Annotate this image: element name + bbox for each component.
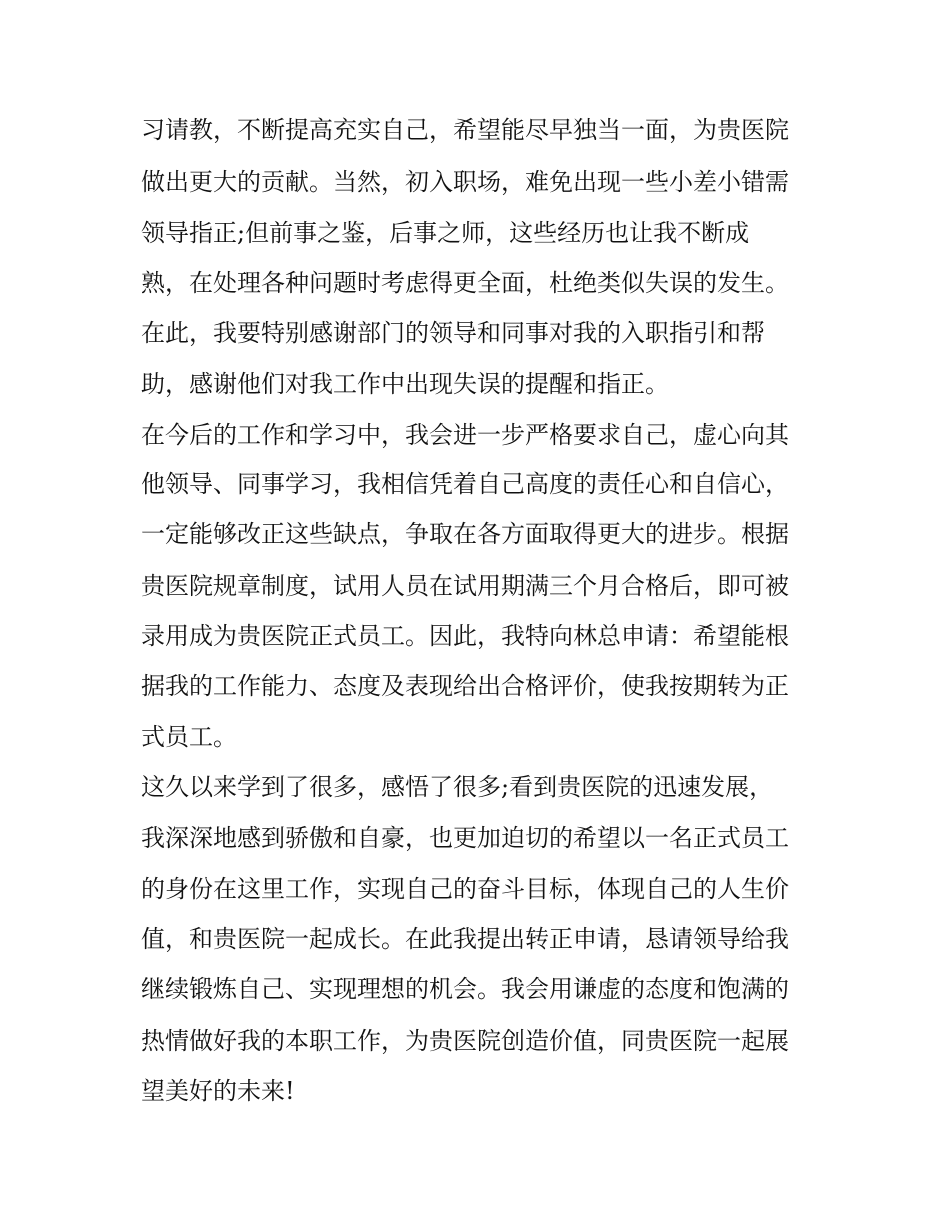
- text-line: 一定能够改正这些缺点，争取在各方面取得更大的进步。根据: [141, 520, 789, 548]
- text-line: 热情做好我的本职工作，为贵医院创造价值，同贵医院一起展: [141, 1027, 789, 1055]
- text-line: 熟，在处理各种问题时考虑得更全面，杜绝类似失误的发生。: [141, 269, 789, 297]
- text-line: 式员工。: [141, 723, 237, 751]
- text-line: 的身份在这里工作，实现自己的奋斗目标，体现自己的人生价: [141, 875, 789, 903]
- text-line: 值，和贵医院一起成长。在此我提出转正申请，恳请领导给我: [141, 925, 789, 953]
- text-line: 做出更大的贡献。当然，初入职场，难免出现一些小差小错需: [141, 168, 789, 196]
- text-line: 望美好的未来!: [141, 1077, 295, 1105]
- text-line: 他领导、同事学习，我相信凭着自己高度的责任心和自信心，: [141, 470, 789, 498]
- text-line: 继续锻炼自己、实现理想的机会。我会用谦虚的态度和饱满的: [141, 975, 789, 1003]
- text-line: 这久以来学到了很多，感悟了很多;看到贵医院的迅速发展，: [141, 773, 774, 801]
- text-line: 领导指正;但前事之鉴，后事之师，这些经历也让我不断成: [141, 219, 750, 247]
- text-line: 助，感谢他们对我工作中出现失误的提醒和指正。: [141, 370, 669, 398]
- text-line: 在今后的工作和学习中，我会进一步严格要求自己，虚心向其: [141, 421, 789, 449]
- text-line: 在此，我要特别感谢部门的领导和同事对我的入职指引和帮: [141, 319, 765, 347]
- text-line: 据我的工作能力、态度及表现给出合格评价，使我按期转为正: [141, 672, 789, 700]
- text-line: 贵医院规章制度，试用人员在试用期满三个月合格后，即可被: [141, 572, 789, 600]
- text-line: 习请教，不断提高充实自己，希望能尽早独当一面，为贵医院: [141, 116, 789, 144]
- text-line: 录用成为贵医院正式员工。因此，我特向林总申请：希望能根: [141, 622, 789, 650]
- text-line: 我深深地感到骄傲和自豪，也更加迫切的希望以一名正式员工: [141, 824, 789, 852]
